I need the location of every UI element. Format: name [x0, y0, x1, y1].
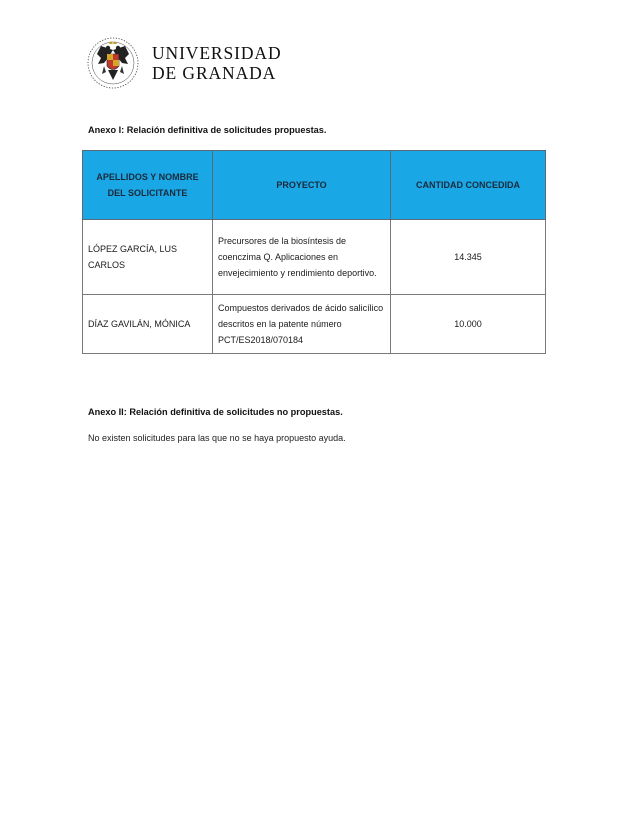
- column-header-applicant: APELLIDOS Y NOMBRE DEL SOLICITANTE: [83, 151, 213, 220]
- university-seal-icon: [86, 36, 140, 90]
- annex-2-title: Anexo II: Relación definitiva de solicitudes no propuestas.: [88, 407, 343, 417]
- table-row: [83, 295, 546, 354]
- grants-table: [82, 150, 546, 354]
- column-header-amount: CANTIDAD CONCEDIDA: [391, 151, 546, 220]
- applicant-cell: LÓPEZ GARCÍA, LUS CARLOS: [83, 220, 213, 295]
- logo-line-2: DE GRANADA: [152, 63, 277, 83]
- annex-2-text: No existen solicitudes para las que no se haya propuesto ayuda.: [88, 433, 346, 443]
- column-header-project: PROYECTO: [213, 151, 391, 220]
- table-row: [83, 220, 546, 295]
- university-logo: [86, 36, 286, 90]
- university-wordmark: [152, 43, 281, 83]
- logo-line-1: UNIVERSIDAD: [152, 43, 282, 63]
- table-header-row: [83, 151, 546, 220]
- project-cell: Compuestos derivados de ácido salicílico descritos en la patente número PCT/ES2018/070184: [213, 295, 391, 354]
- annex-1-title: Anexo I: Relación definitiva de solicitudes propuestas.: [88, 125, 327, 135]
- amount-cell: 14.345: [391, 220, 546, 295]
- amount-cell: 10.000: [391, 295, 546, 354]
- applicant-cell: DÍAZ GAVILÁN, MÓNICA: [83, 295, 213, 354]
- project-cell: Precursores de la biosíntesis de coenczima Q. Aplicaciones en envejecimiento y rendimiento deportivo.: [213, 220, 391, 295]
